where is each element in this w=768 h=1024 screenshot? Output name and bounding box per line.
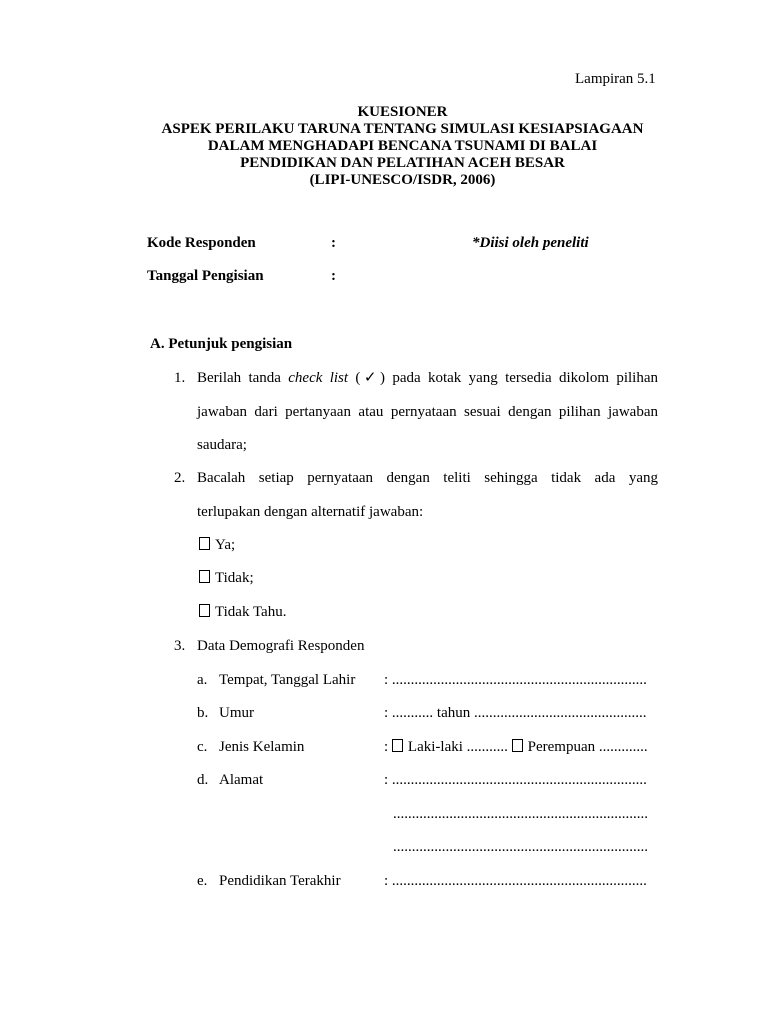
item-1-line-2: jawaban dari pertanyaan atau pernyataan sesuai dengan pilihan jawaban (197, 404, 658, 420)
field-b-label: Umur (219, 705, 254, 721)
item-1-number: 1. (174, 370, 186, 386)
item-1-italic: check list (288, 370, 349, 386)
field-c-colon: : (384, 739, 389, 755)
option-no-label: Tidak; (215, 570, 254, 586)
title-line-2: ASPEK PERILAKU TARUNA TENTANG SIMULASI KESIAPSIAGAAN (161, 121, 644, 137)
item-2-line-1: Bacalah setiap pernyataan dengan teliti sehingga tidak ada yang (197, 470, 658, 486)
option-dont-know-label: Tidak Tahu. (215, 604, 287, 620)
researcher-note: *Diisi oleh peneliti (472, 235, 589, 251)
field-d-label: Alamat (219, 772, 264, 788)
field-e-letter: e. (197, 873, 208, 889)
item-1-line-1 (197, 369, 658, 387)
field-d-blank-line-2[interactable]: .................................................................... (393, 806, 648, 822)
option-yes (199, 536, 235, 554)
field-e-blank[interactable]: : .................................................................... (384, 873, 647, 889)
item-1-line-3: saudara; (197, 437, 247, 453)
field-c-label: Jenis Kelamin (219, 739, 305, 755)
checkbox-icon (199, 604, 210, 617)
field-d-letter: d. (197, 772, 209, 788)
title-line-4: PENDIDIKAN DAN PELATIHAN ACEH BESAR (240, 155, 565, 171)
field-c-male: Laki-laki (407, 739, 463, 755)
checkbox-icon[interactable] (392, 739, 403, 752)
field-c-dots-1: ........... (466, 739, 508, 755)
option-yes-label: Ya; (215, 537, 236, 553)
field-a-blank[interactable]: : .................................................................... (384, 672, 647, 688)
field-a-letter: a. (197, 672, 208, 688)
checkbox-icon (199, 570, 210, 583)
field-c-letter: c. (197, 739, 208, 755)
field-b-blank[interactable]: : ........... tahun .............................................. (384, 705, 647, 721)
title-line-3: DALAM MENGHADAPI BENCANA TSUNAMI DI BALAI (207, 138, 598, 154)
field-b-letter: b. (197, 705, 209, 721)
appendix-label: Lampiran 5.1 (575, 71, 656, 87)
item-2-number: 2. (174, 470, 186, 486)
item-1-text-a: Berilah tanda (197, 370, 281, 386)
item-3-number: 3. (174, 638, 186, 654)
item-2-line-2: terlupakan dengan alternatif jawaban: (197, 504, 424, 520)
field-c-dots-2: ............. (598, 739, 648, 755)
field-e-label: Pendidikan Terakhir (219, 873, 341, 889)
field-d-blank-line-3[interactable]: .................................................................... (393, 839, 648, 855)
field-c-options (384, 738, 648, 756)
checkbox-icon (199, 537, 210, 550)
item-1-text-b: (✓) pada kotak yang tersedia dikolom pilihan (355, 370, 658, 386)
fill-date-label: Tanggal Pengisian (147, 268, 264, 284)
item-3-heading: Data Demografi Responden (197, 638, 365, 654)
title-line-1: KUESIONER (357, 104, 448, 120)
option-no (199, 569, 254, 587)
section-a-heading: A. Petunjuk pengisian (150, 336, 293, 352)
field-d-blank[interactable]: : .................................................................... (384, 772, 647, 788)
respondent-code-label: Kode Responden (147, 235, 256, 251)
field-c-female: Perempuan (527, 739, 596, 755)
fill-date-colon: : (331, 268, 336, 284)
checkbox-icon[interactable] (512, 739, 523, 752)
field-a-label: Tempat, Tanggal Lahir (219, 672, 356, 688)
option-dont-know (199, 603, 286, 621)
title-line-5: (LIPI-UNESCO/ISDR, 2006) (309, 172, 496, 188)
respondent-code-colon: : (331, 235, 336, 251)
